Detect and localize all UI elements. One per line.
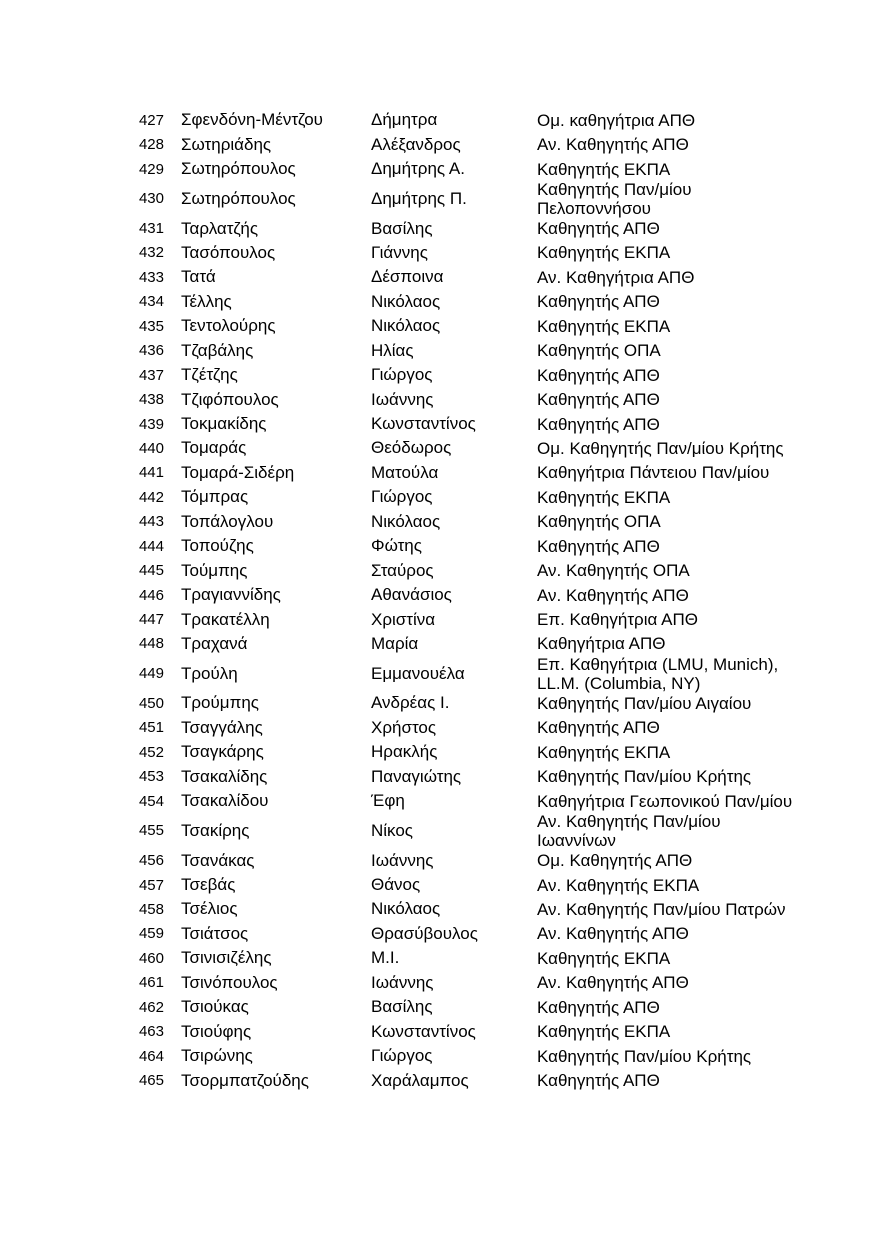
list-item [0, 339, 880, 363]
position-title: Καθηγήτρια ΑΠΘ [537, 634, 666, 654]
first-name: Ηλίας [371, 340, 414, 360]
surname: Τοπούζης [181, 536, 254, 556]
surname: Τρακατέλλη [181, 609, 270, 629]
surname: Τέλλης [181, 291, 232, 311]
surname: Τασόπουλος [181, 242, 276, 262]
position-title: Επ. Καθηγήτρια ΑΠΘ [537, 610, 698, 630]
first-name: Νικόλαος [371, 291, 441, 311]
surname: Τραγιαννίδης [181, 585, 281, 605]
row-number: 435 [138, 317, 164, 335]
first-name: Κωνσταντίνος [371, 414, 476, 434]
list-item [0, 157, 880, 181]
position-title: Αν. Καθηγητής ΟΠΑ [537, 561, 690, 581]
first-name: Θεόδωρος [371, 438, 452, 458]
list-item [0, 534, 880, 558]
position-title: Αν. Καθηγητής ΑΠΘ [537, 924, 689, 944]
signatory-list [0, 108, 880, 1093]
row-number: 440 [138, 439, 164, 457]
first-name: Χρήστος [371, 717, 437, 737]
position-title: Καθηγητής ΑΠΘ [537, 718, 660, 738]
first-name: Νικόλαος [371, 511, 441, 531]
row-number: 438 [138, 391, 164, 409]
position-title: Καθηγητής ΑΠΘ [537, 536, 660, 556]
row-number: 457 [138, 876, 164, 894]
surname: Τζέτζης [181, 365, 238, 385]
first-name: Χαράλαμπος [371, 1070, 469, 1090]
surname: Τζιφόπουλος [181, 389, 279, 409]
row-number: 452 [138, 743, 164, 761]
list-item [0, 265, 880, 289]
row-number: 450 [138, 694, 164, 712]
list-item [0, 485, 880, 509]
position-title: Καθηγητής ΕΚΠΑ [537, 487, 671, 507]
surname: Τατά [181, 267, 216, 287]
row-number: 461 [138, 974, 164, 992]
row-number: 443 [138, 513, 164, 531]
surname: Τζαβάλης [181, 340, 254, 360]
position-title: Αν. Καθηγητής ΑΠΘ [537, 135, 689, 155]
row-number: 437 [138, 366, 164, 384]
surname: Τσαγγάλης [181, 717, 263, 737]
surname: Τεντολούρης [181, 316, 276, 336]
first-name: Μ.Ι. [371, 948, 400, 968]
list-item [0, 216, 880, 240]
row-number: 434 [138, 293, 164, 311]
first-name: Γιάννης [371, 242, 428, 262]
surname: Ταρλατζής [181, 218, 259, 238]
list-item [0, 1019, 880, 1043]
list-item [0, 1068, 880, 1092]
row-number: 462 [138, 998, 164, 1016]
surname: Τσιούκας [181, 997, 249, 1017]
surname: Τσιρώνης [181, 1046, 253, 1066]
position-title: Καθηγητής ΕΚΠΑ [537, 316, 671, 336]
position-title: Καθηγητής ΕΚΠΑ [537, 948, 671, 968]
position-title: Καθηγητής ΑΠΘ [537, 414, 660, 434]
list-item [0, 583, 880, 607]
list-item [0, 412, 880, 436]
surname: Τρούμπης [181, 693, 259, 713]
first-name: Δημήτρης Π. [371, 188, 467, 208]
surname: Τσακαλίδου [181, 791, 269, 811]
surname: Τσορμπατζούδης [181, 1070, 309, 1090]
surname: Σφενδόνη-Μέντζου [181, 110, 323, 130]
position-title: Καθηγητής ΕΚΠΑ [537, 742, 671, 762]
list-item [0, 946, 880, 970]
list-item [0, 363, 880, 387]
surname: Τομαράς [181, 438, 247, 458]
position-title: Καθηγητής ΑΠΘ [537, 390, 660, 410]
position-title: Καθηγητής Παν/μίου Κρήτης [537, 1046, 752, 1066]
list-item [0, 436, 880, 460]
surname: Τραχανά [181, 633, 248, 653]
first-name: Βασίλης [371, 997, 433, 1017]
surname: Τσινόπουλος [181, 972, 278, 992]
row-number: 429 [138, 160, 164, 178]
first-name: Νικόλαος [371, 899, 441, 919]
row-number: 436 [138, 342, 164, 360]
position-title: Ομ. Καθηγητής ΑΠΘ [537, 851, 693, 871]
surname: Σωτηρόπουλος [181, 159, 296, 179]
first-name: Ανδρέας Ι. [371, 693, 450, 713]
first-name: Δέσποινα [371, 267, 444, 287]
first-name: Μαρία [371, 633, 419, 653]
first-name: Ηρακλής [371, 742, 438, 762]
row-number: 465 [138, 1072, 164, 1090]
first-name: Δήμητρα [371, 110, 438, 130]
list-item [0, 789, 880, 813]
first-name: Ιωάννης [371, 850, 434, 870]
row-number: 444 [138, 537, 164, 555]
position-title: Καθηγητής Παν/μίου Πελοποννήσου [537, 179, 692, 218]
list-item [0, 510, 880, 534]
position-title: Καθηγητής Παν/μίου Αιγαίου [537, 693, 752, 713]
surname: Τσέλιος [181, 899, 238, 919]
row-number: 439 [138, 415, 164, 433]
first-name: Αλέξανδρος [371, 134, 461, 154]
position-title: Καθηγητής ΕΚΠΑ [537, 243, 671, 263]
row-number: 460 [138, 949, 164, 967]
surname: Τσακίρης [181, 820, 250, 840]
row-number: 453 [138, 768, 164, 786]
position-title: Καθηγητής ΑΠΘ [537, 219, 660, 239]
list-item [0, 558, 880, 582]
surname: Τοκμακίδης [181, 414, 267, 434]
first-name: Γιώργος [371, 1046, 433, 1066]
row-number: 463 [138, 1023, 164, 1041]
row-number: 447 [138, 611, 164, 629]
first-name: Γιώργος [371, 487, 433, 507]
position-title: Ομ. Καθηγητής Παν/μίου Κρήτης [537, 438, 784, 458]
first-name: Χριστίνα [371, 609, 436, 629]
position-title: Αν. Καθηγητής Παν/μίου Πατρών [537, 899, 786, 919]
first-name: Θάνος [371, 875, 421, 895]
row-number: 449 [138, 665, 164, 683]
list-item [0, 971, 880, 995]
position-title: Καθηγητής Παν/μίου Κρήτης [537, 767, 752, 787]
list-item [0, 765, 880, 789]
surname: Σωτηριάδης [181, 134, 272, 154]
first-name: Νίκος [371, 820, 413, 840]
surname: Τσεβάς [181, 875, 236, 895]
surname: Σωτηρόπουλος [181, 188, 296, 208]
list-item [0, 632, 880, 656]
row-number: 458 [138, 900, 164, 918]
row-number: 456 [138, 852, 164, 870]
list-item [0, 813, 880, 848]
first-name: Έφη [371, 791, 405, 811]
row-number: 445 [138, 562, 164, 580]
list-item [0, 1044, 880, 1068]
list-item [0, 108, 880, 132]
surname: Τσανάκας [181, 850, 255, 870]
surname: Τσιούφης [181, 1021, 252, 1041]
list-item [0, 461, 880, 485]
list-item [0, 873, 880, 897]
list-item [0, 387, 880, 411]
first-name: Θρασύβουλος [371, 923, 478, 943]
first-name: Ιωάννης [371, 972, 434, 992]
row-number: 433 [138, 268, 164, 286]
row-number: 427 [138, 111, 164, 129]
list-item [0, 922, 880, 946]
surname: Τσακαλίδης [181, 766, 268, 786]
surname: Τρούλη [181, 663, 238, 683]
list-item [0, 314, 880, 338]
list-item [0, 691, 880, 715]
row-number: 432 [138, 244, 164, 262]
list-item [0, 995, 880, 1019]
first-name: Εμμανουέλα [371, 663, 465, 683]
position-title: Ομ. καθηγήτρια ΑΠΘ [537, 110, 696, 130]
first-name: Δημήτρης Α. [371, 159, 465, 179]
first-name: Ιωάννης [371, 389, 434, 409]
list-item [0, 897, 880, 921]
surname: Τοπάλογλου [181, 511, 274, 531]
position-title: Αν. Καθηγητής ΑΠΘ [537, 585, 689, 605]
row-number: 431 [138, 220, 164, 238]
position-title: Καθηγητής ΑΠΘ [537, 292, 660, 312]
row-number: 451 [138, 719, 164, 737]
position-title: Επ. Καθηγήτρια (LMU, Munich), LL.M. (Columbia, NY) [537, 654, 779, 693]
first-name: Σταύρος [371, 560, 434, 580]
surname: Τόμπρας [181, 487, 249, 507]
row-number: 454 [138, 792, 164, 810]
row-number: 430 [138, 190, 164, 208]
position-title: Καθηγητής ΑΠΘ [537, 1071, 660, 1091]
position-title: Αν. Καθηγητής Παν/μίου Ιωαννίνων [537, 811, 721, 850]
list-item [0, 241, 880, 265]
surname: Τούμπης [181, 560, 248, 580]
first-name: Παναγιώτης [371, 766, 462, 786]
first-name: Φώτης [371, 536, 422, 556]
list-item [0, 656, 880, 691]
list-item [0, 848, 880, 872]
list-item [0, 607, 880, 631]
position-title: Καθηγητής ΟΠΑ [537, 341, 661, 361]
list-item [0, 716, 880, 740]
row-number: 442 [138, 488, 164, 506]
first-name: Βασίλης [371, 218, 433, 238]
row-number: 459 [138, 925, 164, 943]
surname: Τσινισιζέλης [181, 948, 272, 968]
first-name: Γιώργος [371, 365, 433, 385]
first-name: Αθανάσιος [371, 585, 452, 605]
position-title: Καθηγητής ΑΠΘ [537, 365, 660, 385]
surname: Τομαρά-Σιδέρη [181, 462, 295, 482]
position-title: Καθηγητής ΕΚΠΑ [537, 1022, 671, 1042]
position-title: Καθηγητής ΟΠΑ [537, 512, 661, 532]
row-number: 464 [138, 1047, 164, 1065]
first-name: Κωνσταντίνος [371, 1021, 476, 1041]
row-number: 441 [138, 464, 164, 482]
list-item [0, 181, 880, 216]
position-title: Αν. Καθηγητής ΕΚΠΑ [537, 875, 700, 895]
row-number: 448 [138, 635, 164, 653]
list-item [0, 740, 880, 764]
row-number: 446 [138, 586, 164, 604]
position-title: Αν. Καθηγητής ΑΠΘ [537, 973, 689, 993]
row-number: 455 [138, 822, 164, 840]
first-name: Νικόλαος [371, 316, 441, 336]
position-title: Καθηγήτρια Πάντειου Παν/μίου [537, 463, 770, 483]
first-name: Ματούλα [371, 462, 439, 482]
list-item [0, 132, 880, 156]
surname: Τσαγκάρης [181, 742, 264, 762]
position-title: Καθηγητής ΕΚΠΑ [537, 159, 671, 179]
row-number: 428 [138, 136, 164, 154]
surname: Τσιάτσος [181, 923, 249, 943]
position-title: Καθηγητής ΑΠΘ [537, 997, 660, 1017]
position-title: Καθηγήτρια Γεωπονικού Παν/μίου [537, 791, 793, 811]
list-item [0, 290, 880, 314]
position-title: Αν. Καθηγήτρια ΑΠΘ [537, 267, 695, 287]
